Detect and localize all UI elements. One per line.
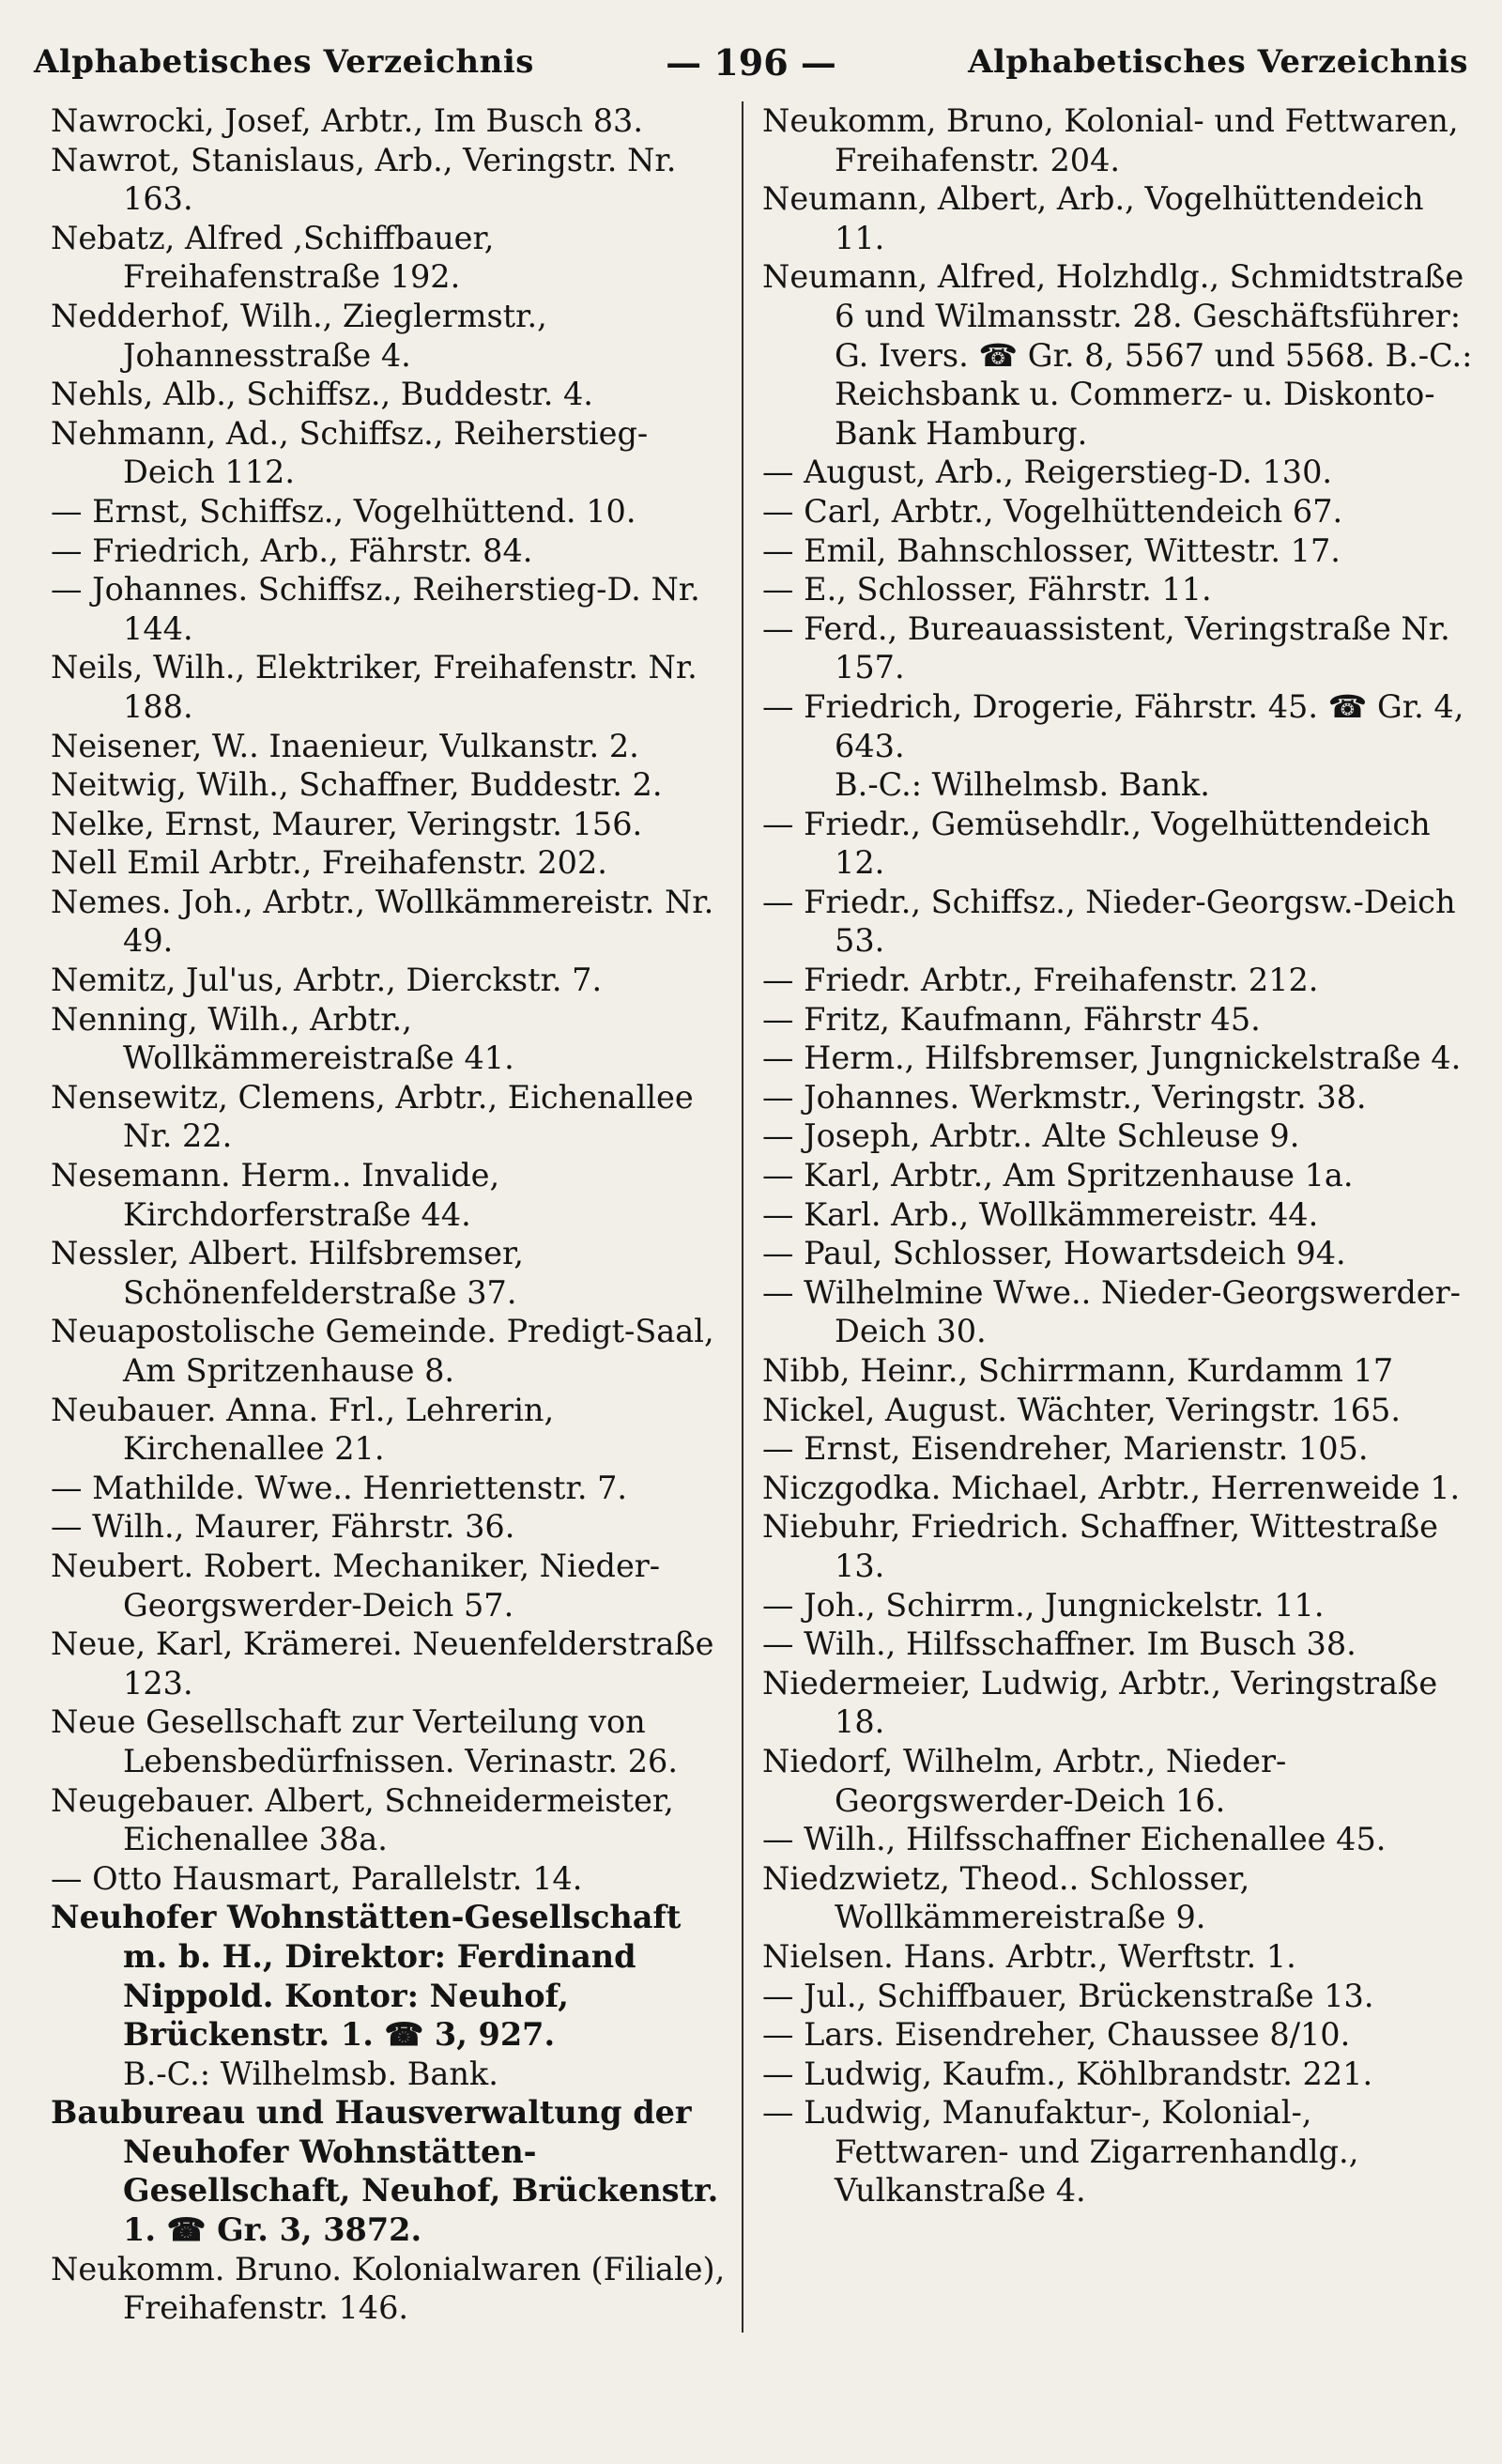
entry: Nelke, Ernst, Maurer, Veringstr. 156.	[51, 805, 643, 842]
entry: Nehls, Alb., Schiffsz., Buddestr. 4.	[51, 376, 593, 413]
entry: Neubauer. Anna. Frl., Lehrerin, Kirchenallee 21.	[51, 1391, 555, 1468]
entry: — Ludwig, Manufaktur-, Kolonial-, Fettwaren- und Zigarrenhandlg., Vulkanstraße 4.	[762, 2094, 1359, 2210]
entry: — Paul, Schlosser, Howartsdeich 94.	[762, 1235, 1346, 1272]
entry: Niedorf, Wilhelm, Arbtr., Nieder-Georgswerder-Deich 16.	[762, 1742, 1287, 1819]
entry: — Lars. Eisendreher, Chaussee 8/10.	[762, 2016, 1351, 2054]
entry: — Joh., Schirrm., Jungnickelstr. 11.	[762, 1586, 1325, 1624]
entry: Neukomm, Bruno, Kolonial- und Fettwaren, Freihafenstr. 204.	[762, 102, 1459, 178]
entry-bank-line: B.-C.: Wilhelmsb. Bank.	[123, 2055, 498, 2092]
entry: — Herm., Hilfsbremser, Jungnickelstraße 4.	[762, 1040, 1462, 1077]
entry: Nebatz, Alfred ,Schiffbauer, Freihafenstraße 192.	[51, 219, 495, 296]
entry: Nell Emil Arbtr., Freihafenstr. 202.	[51, 844, 607, 882]
entry: — Wilh., Hilfsschaffner. Im Busch 38.	[762, 1625, 1356, 1663]
entry: Neumann, Alfred, Holzhdlg., Schmidtstraße 6 und Wilmansstr. 28. Geschäftsführer: G. Ivers. ☎ Gr. 8, 5567 und 5568. B.-C.: Reichsbank u. Commerz- u. Diskonto-Bank Hamburg.	[762, 258, 1473, 452]
entry: — Wilh., Hilfsschaffner Eichenallee 45.	[762, 1821, 1387, 1858]
entry: — Joseph, Arbtr.. Alte Schleuse 9.	[762, 1117, 1300, 1155]
entry: Nehmann, Ad., Schiffsz., Reiherstieg-Deich 112.	[51, 414, 649, 491]
entry: Nensewitz, Clemens, Arbtr., Eichenallee Nr. 22.	[51, 1078, 694, 1155]
left-column	[51, 101, 732, 2328]
entry: Niebuhr, Friedrich. Schaffner, Wittestraße 13.	[762, 1508, 1438, 1584]
entry: Nibb, Heinr., Schirrmann, Kurdamm 17	[762, 1352, 1394, 1389]
entry: — Friedrich, Arb., Fährstr. 84.	[51, 531, 533, 569]
entry: — Ernst, Schiffsz., Vogelhüttend. 10.	[51, 492, 636, 530]
page-number: — 196 —	[666, 40, 836, 84]
entry: Nenning, Wilh., Arbtr., Wollkämmereistraße 41.	[51, 1000, 514, 1077]
entry: Nessler, Albert. Hilfsbremser, Schönenfelderstraße 37.	[51, 1235, 524, 1311]
entry: — Otto Hausmart, Parallelstr. 14.	[51, 1859, 583, 1897]
entry: Nesemann. Herm.. Invalide, Kirchdorferstraße 44.	[51, 1157, 500, 1233]
entry: — Fritz, Kaufmann, Fährstr 45.	[762, 1000, 1261, 1038]
column-divider	[742, 101, 743, 2333]
entry: Nawrocki, Josef, Arbtr., Im Busch 83.	[51, 102, 644, 139]
entry: — Ernst, Eisendreher, Marienstr. 105.	[762, 1430, 1369, 1468]
header-left-title: Alphabetisches Verzeichnis	[34, 43, 534, 81]
page-header	[34, 36, 1468, 88]
entry: Nemitz, Jul'us, Arbtr., Dierckstr. 7.	[51, 962, 603, 999]
entry-neuhofer-company: Neuhofer Wohnstätten-Gesellschaft m. b. H., Direktor: Ferdinand Nippold. Kontor: Neuhof, Brückenstr. 1. ☎ 3, 927.	[51, 1899, 682, 2054]
entry: Neumann, Albert, Arb., Vogelhüttendeich 11.	[762, 180, 1424, 256]
entry: — Ferd., Bureauassistent, Veringstraße Nr. 157.	[762, 609, 1450, 686]
entry: — Friedr., Gemüsehdlr., Vogelhüttendeich 12.	[762, 805, 1431, 882]
header-right-title: Alphabetisches Verzeichnis	[968, 43, 1468, 81]
entry: — Carl, Arbtr., Vogelhüttendeich 67.	[762, 492, 1343, 530]
entry: Nawrot, Stanislaus, Arb., Veringstr. Nr. 163.	[51, 141, 677, 218]
entry: Neils, Wilh., Elektriker, Freihafenstr. Nr. 188.	[51, 649, 697, 725]
entry: — Karl. Arb., Wollkämmereistr. 44.	[762, 1195, 1319, 1233]
entry: Nielsen. Hans. Arbtr., Werftstr. 1.	[762, 1937, 1296, 1975]
entry: Neue, Karl, Krämerei. Neuenfelderstraße 123.	[51, 1625, 714, 1702]
entry: — Mathilde. Wwe.. Henriettenstr. 7.	[51, 1469, 628, 1506]
entry: Nemes. Joh., Arbtr., Wollkämmereistr. Nr. 49.	[51, 883, 714, 960]
entry: Niedermeier, Ludwig, Arbtr., Veringstraße 18.	[762, 1664, 1438, 1741]
entry-bank-line: B.-C.: Wilhelmsb. Bank.	[835, 766, 1210, 804]
entry: — Friedr., Schiffsz., Nieder-Georgsw.-Deich 53.	[762, 883, 1456, 960]
entry: — Jul., Schiffbauer, Brückenstraße 13.	[762, 1977, 1374, 2014]
entry: Neukomm. Bruno. Kolonialwaren (Filiale), Freihafenstr. 146.	[51, 2250, 726, 2327]
entry: Neisener, W.. Inaenieur, Vulkanstr. 2.	[51, 727, 639, 764]
entry: — Friedrich, Drogerie, Fährstr. 45. ☎ Gr. 4, 643.	[762, 687, 1464, 764]
entry: Nickel, August. Wächter, Veringstr. 165.	[762, 1391, 1401, 1428]
entry: Neugebauer. Albert, Schneidermeister, Eichenallee 38a.	[51, 1781, 674, 1858]
entry: Neuapostolische Gemeinde. Predigt-Saal, Am Spritzenhause 8.	[51, 1313, 714, 1389]
right-column	[762, 101, 1481, 2210]
entry: Neubert. Robert. Mechaniker, Nieder-Georgswerder-Deich 57.	[51, 1547, 661, 1624]
entry: — Friedr. Arbtr., Freihafenstr. 212.	[762, 962, 1319, 999]
entry: — Wilhelmine Wwe.. Nieder-Georgswerder-Deich 30.	[762, 1273, 1461, 1350]
entry-baubureau: Baubureau und Hausverwaltung der Neuhofer Wohnstätten-Gesellschaft, Neuhof, Brückenstr. 1. ☎ Gr. 3, 3872.	[51, 2094, 719, 2249]
entry: — Ludwig, Kaufm., Köhlbrandstr. 221.	[762, 2055, 1373, 2092]
entry: — Emil, Bahnschlosser, Wittestr. 17.	[762, 531, 1341, 569]
entry: Niedzwietz, Theod.. Schlosser, Wollkämmereistraße 9.	[762, 1859, 1250, 1936]
entry: Niczgodka. Michael, Arbtr., Herrenweide 1.	[762, 1469, 1461, 1506]
entry: — Johannes. Werkmstr., Veringstr. 38.	[762, 1078, 1367, 1116]
entry: — Johannes. Schiffsz., Reiherstieg-D. Nr. 144.	[51, 571, 700, 647]
entry: Neitwig, Wilh., Schaffner, Buddestr. 2.	[51, 766, 663, 804]
entry: Nedderhof, Wilh., Zieglermstr., Johannesstraße 4.	[51, 297, 547, 374]
entry: — E., Schlosser, Fährstr. 11.	[762, 571, 1212, 608]
entry: — August, Arb., Reigerstieg-D. 130.	[762, 454, 1333, 491]
entry: — Wilh., Maurer, Fährstr. 36.	[51, 1508, 515, 1546]
entry: — Karl, Arbtr., Am Spritzenhause 1a.	[762, 1157, 1354, 1194]
entry: Neue Gesellschaft zur Verteilung von Lebensbedürfnissen. Verinastr. 26.	[51, 1703, 679, 1779]
